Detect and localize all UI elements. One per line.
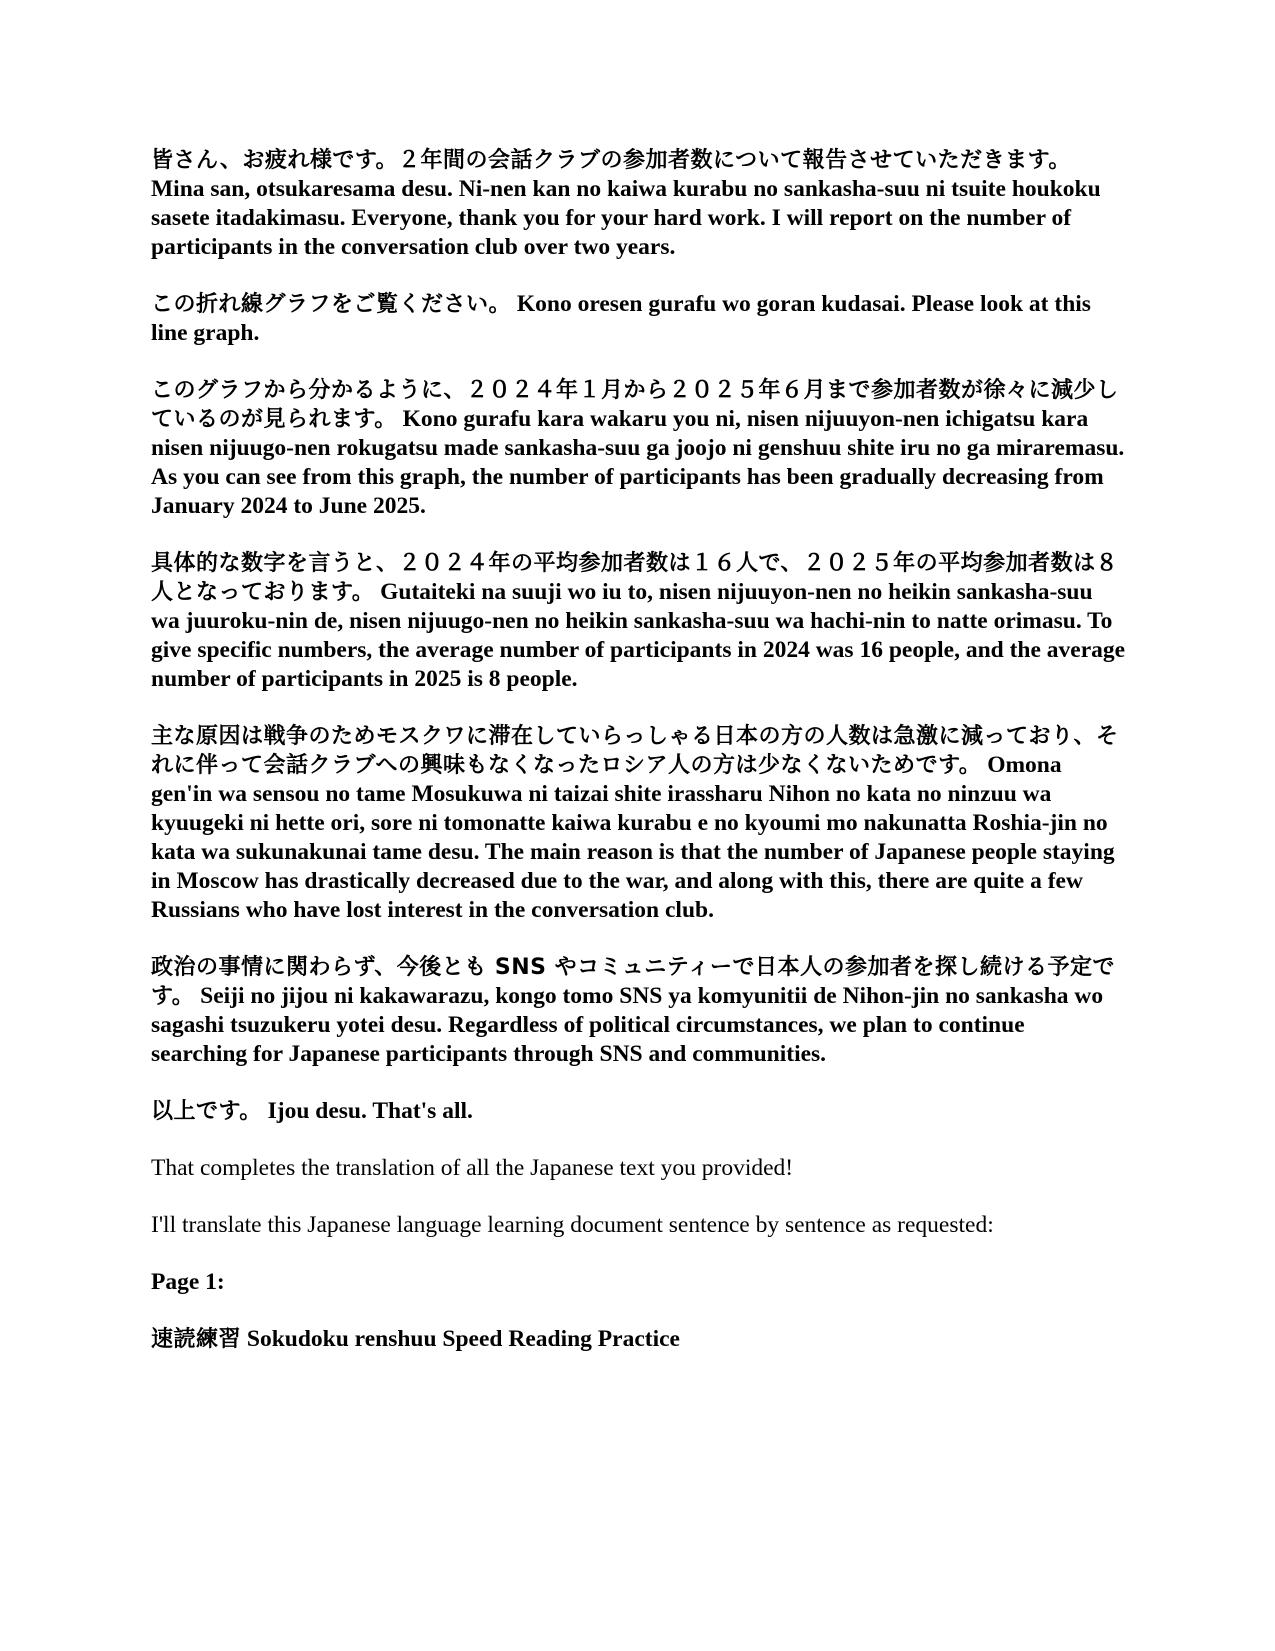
romaji-translation-text: Omona gen'in wa sensou no tame Mosukuwa ni taizai shite irassharu Nihon no kata no ninzuu wa kyuugeki ni hette ori, sore ni tomonatte kaiwa kurabu e no kyoumi mo nakunatta Roshia-jin no kata wa sukunakunai tame desu. The main reason is that the number of Japanese people staying in Moscow has drastically decreased due to the war, and along with this, there are quite a few Russians who have lost interest in the conversation club. — [151, 752, 1115, 923]
closing-note: That completes the translation of all the Japanese text you provided! — [151, 1155, 794, 1181]
page-label: Page 1: — [151, 1269, 225, 1295]
japanese-text: 皆さん、お疲れ様です。２年間の会話クラブの参加者数について報告させていただきます。 — [151, 148, 1071, 173]
romaji-translation-text: Mina san, otsukaresama desu. Ni-nen kan no kaiwa kurabu no sankasha-suu ni tsuite houkoku sasete itadakimasu. Everyone, thank you for your hard work. I will report on the number of participants in the conversation club over two years. — [151, 176, 1101, 260]
japanese-text: 速読練習 — [151, 1327, 242, 1352]
japanese-text: 主な原因は戦争のためモスクワに滞在していらっしゃる日本の方の人数は急激に減っており、それに伴って会話クラブへの興味もなくなったロシア人の方は少なくないためです。 — [151, 724, 1119, 778]
paragraph-plan — [151, 953, 1126, 1069]
romaji-translation-text: Gutaiteki na suuji wo iu to, nisen nijuuyon-nen no heikin sankasha-suu wa juuroku-nin de, nisen nijuugo-nen no heikin sankasha-suu wa hachi-nin to natte orimasu. To give specific numbers, the average number of participants in 2024 was 16 people, and the average number of participants in 2025 is 8 people. — [151, 579, 1126, 692]
romaji-translation-text: Sokudoku renshuu Speed Reading Practice — [246, 1326, 680, 1352]
romaji-translation-text: Kono oresen gurafu wo goran kudasai. Please look at this line graph. — [151, 291, 1091, 346]
japanese-text: この折れ線グラフをご覧ください。 — [151, 292, 512, 317]
romaji-translation-text: Kono gurafu kara wakaru you ni, nisen nijuuyon-nen ichigatsu kara nisen nijuugo-nen rokugatsu made sankasha-suu ga joojo ni genshuu shite iru no ga miraremasu. As you can see from this graph, the number of participants has been gradually decreasing from January 2024 to June 2025. — [151, 406, 1125, 519]
intro-note: I'll translate this Japanese language learning document sentence by sentence as requested: — [151, 1212, 994, 1238]
paragraph-numbers — [151, 549, 1126, 694]
japanese-text: 具体的な数字を言うと、２０２４年の平均参加者数は１６人で、２０２５年の平均参加者数は８人となっております。 — [151, 551, 1119, 605]
romaji-translation-text: Seiji no jijou ni kakawarazu, kongo tomo SNS ya komyunitii de Nihon-jin no sankasha wo sagashi tsuzukeru yotei desu. Regardless of political circumstances, we plan to continue searching for Japanese participants through SNS and communities. — [151, 983, 1104, 1067]
japanese-text: 政治の事情に関わらず、今後とも SNS やコミュニティーで日本人の参加者を探し続ける予定です。 — [151, 955, 1115, 1009]
paragraph-reason — [151, 722, 1126, 925]
paragraph-line-graph — [151, 290, 1126, 348]
paragraph-greeting — [151, 146, 1126, 262]
paragraph-decrease — [151, 376, 1126, 521]
document-page — [151, 146, 1126, 1382]
japanese-text: 以上です。 — [151, 1099, 262, 1124]
paragraph-closing — [151, 1097, 1126, 1126]
romaji-translation-text: Ijou desu. That's all. — [267, 1098, 473, 1124]
japanese-text: このグラフから分かるように、２０２４年１月から２０２５年６月まで参加者数が徐々に減少しているのが見られます。 — [151, 378, 1119, 432]
section-heading — [151, 1325, 1126, 1354]
